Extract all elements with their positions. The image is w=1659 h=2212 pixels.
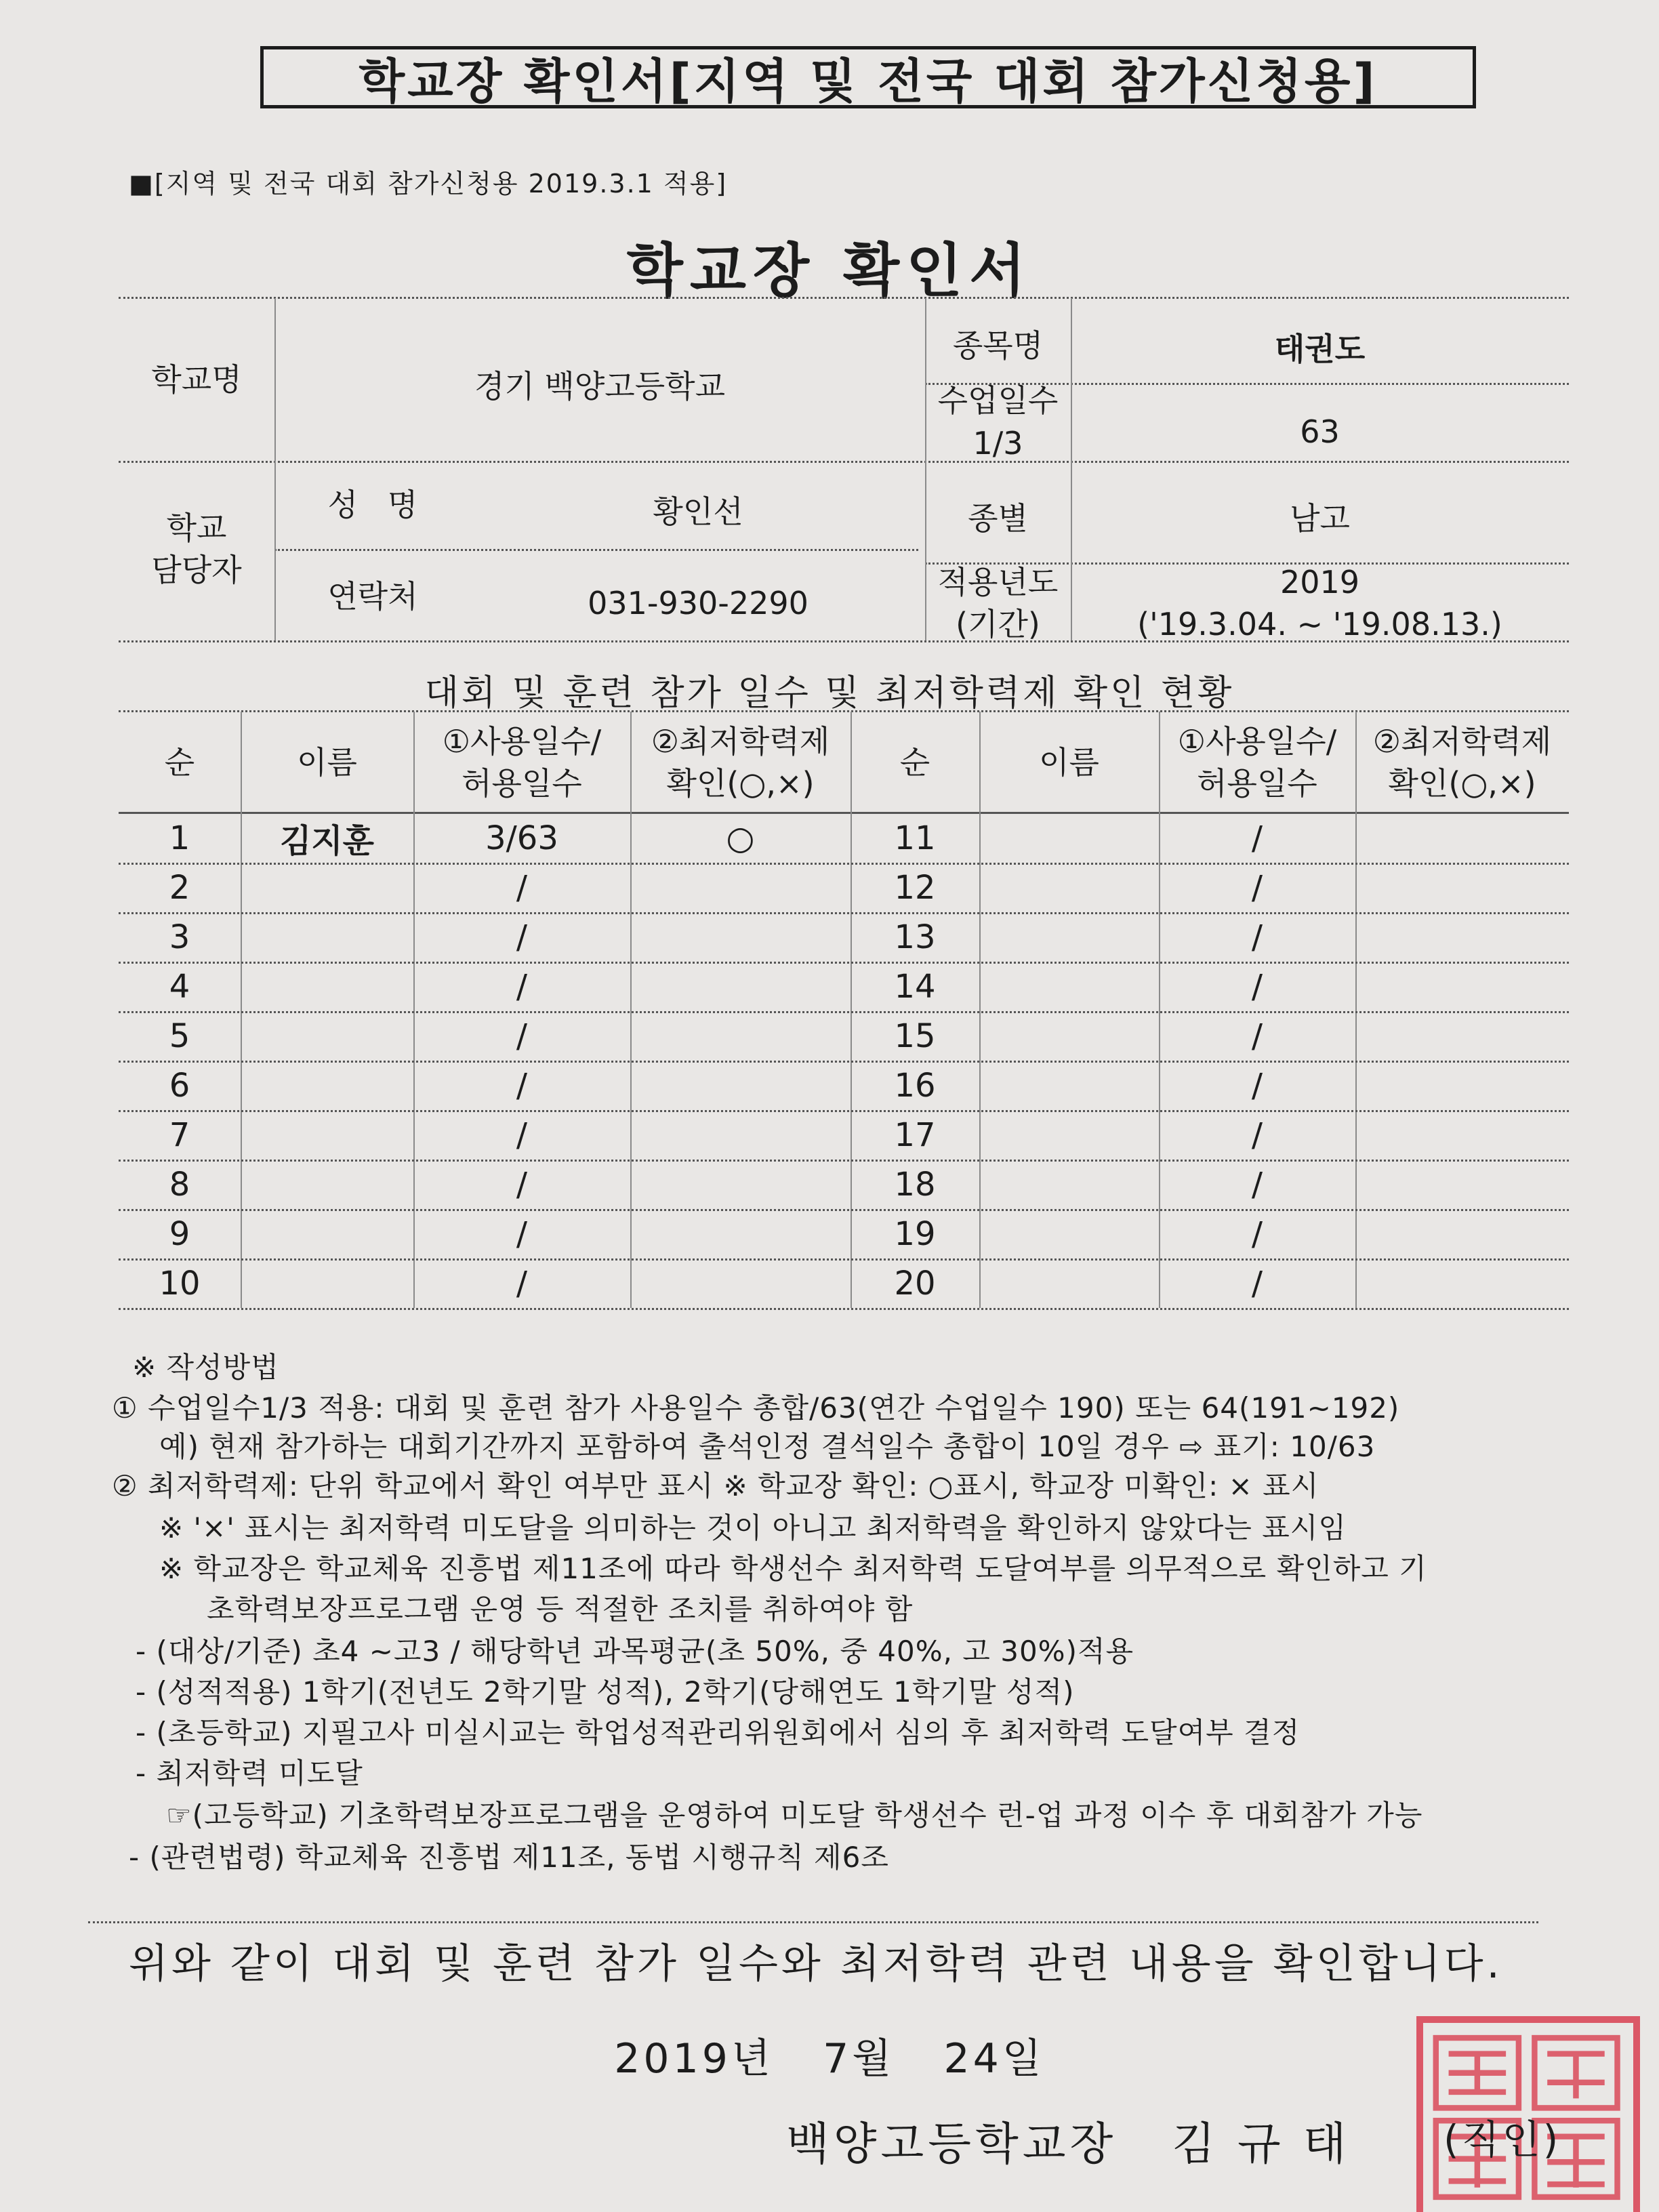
row-left-no: 4 (169, 967, 190, 1006)
header-check-left (630, 712, 851, 813)
instruction-line: - 최저학력 미도달 (136, 1757, 363, 1790)
row-left-name (241, 962, 413, 1011)
row-right-name (979, 1110, 1159, 1160)
row-right-name (979, 1061, 1159, 1110)
row-left-days: / (516, 1066, 528, 1105)
row-right-check (1355, 1110, 1569, 1160)
instruction-line: ※ 학교장은 학교체육 진흥법 제11조에 따라 학생선수 최저학력 도달여부를 의무적으로 확인하고 기 (159, 1552, 1427, 1585)
row-left-check (630, 1061, 851, 1110)
row-left-name (241, 1209, 413, 1258)
header-days-right (1159, 712, 1355, 813)
header-days-left (413, 712, 630, 813)
row-right-days: / (1251, 1264, 1263, 1303)
participation-table-title: 대회 및 훈련 참가 일수 및 최저학력제 확인 현황 (424, 673, 1235, 714)
row-right-no: 15 (894, 1017, 936, 1055)
instruction-line: ※ 작성방법 (132, 1351, 279, 1384)
header-check-right (1355, 712, 1569, 813)
instruction-line: - (대상/기준) 초4 ~고3 / 해당학년 과목평균(초 50%, 중 40%, 고 30%)적용 (136, 1635, 1134, 1668)
header-days-line2: 허용일수 (462, 765, 582, 802)
header-title: 학교장 확인서[지역 및 전국 대회 참가신청용] (359, 53, 1378, 109)
sport-label: 종목명 (952, 327, 1044, 364)
row-right-no: 14 (894, 967, 936, 1006)
row-right-days: / (1251, 1017, 1263, 1055)
header-name-left: 이름 (297, 743, 357, 781)
row-right-no: 12 (894, 868, 936, 907)
row-left-name (241, 912, 413, 962)
info-table-line (274, 549, 918, 551)
row-left-days: / (516, 1115, 528, 1154)
row-right-name (979, 1160, 1159, 1209)
row-left-check: ○ (726, 819, 755, 857)
school-days-label-line2: 1/3 (972, 424, 1023, 462)
header-check-line1: ②최저학력제 (651, 722, 830, 760)
row-left-name (241, 1258, 413, 1308)
participation-table-bottom-border (119, 1308, 1569, 1310)
school-name-value: 경기 백양고등학교 (474, 367, 726, 405)
instruction-line: 초학력보장프로그램 운영 등 적절한 조치를 취하여야 함 (207, 1593, 914, 1626)
category-value: 남고 (1290, 499, 1350, 537)
row-left-no: 6 (169, 1066, 190, 1105)
row-left-days: / (516, 1214, 528, 1253)
header-days-line1: ①사용일수/ (442, 722, 602, 760)
row-left-days: / (516, 1264, 528, 1303)
row-right-name (979, 1011, 1159, 1061)
row-left-name (241, 1160, 413, 1209)
row-left-name (241, 1110, 413, 1160)
apply-year-label-line1: 적용년도 (937, 563, 1059, 600)
row-left-days: / (516, 918, 528, 956)
apply-year-label (925, 562, 1071, 644)
instruction-line: ※ '×' 표시는 최저학력 미도달을 의미하는 것이 아니고 최저학력을 확인하지 않았다는 표시임 (159, 1511, 1347, 1544)
school-days-value: 63 (1300, 413, 1340, 451)
document-title: 학교장 확인서 (626, 237, 1033, 305)
category-label: 종별 (968, 499, 1028, 537)
header-no-left: 순 (164, 743, 195, 781)
row-right-name (979, 962, 1159, 1011)
principal-signature: 백양고등학교장 김 규 태 (786, 2118, 1351, 2170)
manager-label-line1: 학교 (166, 509, 227, 546)
row-right-name (979, 1209, 1159, 1258)
instruction-line: - (관련법령) 학교체육 진흥법 제11조, 동법 시행규칙 제6조 (129, 1841, 889, 1874)
row-left-no: 2 (169, 868, 190, 907)
confirmation-statement: 위와 같이 대회 및 훈련 참가 일수와 최저학력 관련 내용을 확인합니다. (129, 1940, 1503, 1988)
row-left-check (630, 1258, 851, 1308)
row-left-check (630, 912, 851, 962)
row-left-name: 김지훈 (279, 822, 375, 860)
row-right-check (1355, 962, 1569, 1011)
row-left-days: / (516, 967, 528, 1006)
school-days-label (925, 383, 1071, 461)
row-left-name (241, 1011, 413, 1061)
header-title-box (260, 46, 1476, 108)
row-right-name (979, 1258, 1159, 1308)
row-left-no: 3 (169, 918, 190, 956)
row-right-check (1355, 912, 1569, 962)
row-right-no: 11 (894, 819, 936, 857)
row-right-check (1355, 1258, 1569, 1308)
form-subtitle: ■[지역 및 전국 대회 참가신청용 2019.3.1 적용] (129, 169, 728, 199)
row-right-check (1355, 1011, 1569, 1061)
notes-separator (88, 1921, 1538, 1923)
row-right-check (1355, 813, 1569, 863)
row-right-no: 13 (894, 918, 936, 956)
contact-label: 연락처 (327, 577, 418, 615)
header-days-line1: ①사용일수/ (1177, 722, 1337, 760)
manager-label-line2: 담당자 (151, 552, 242, 588)
header-days-line2: 허용일수 (1197, 765, 1317, 802)
row-left-days: / (516, 1165, 528, 1204)
manager-name-value: 황인선 (653, 493, 743, 530)
row-left-check (630, 1209, 851, 1258)
row-right-no: 16 (894, 1066, 936, 1105)
manager-name-label: 성 명 (327, 486, 418, 523)
row-right-check (1355, 863, 1569, 912)
instruction-line: ① 수업일수1/3 적용: 대회 및 훈련 참가 사용일수 총합/63(연간 수업일수 190) 또는 64(191~192) (112, 1391, 1400, 1425)
row-right-days: / (1251, 1214, 1263, 1253)
row-right-name (979, 912, 1159, 962)
row-left-check (630, 962, 851, 1011)
header-check-line2: 확인(○,×) (666, 765, 815, 802)
header-name-right: 이름 (1039, 743, 1099, 781)
row-right-days: / (1251, 967, 1263, 1006)
row-left-no: 5 (169, 1017, 190, 1055)
row-left-days: 3/63 (485, 819, 558, 857)
row-left-no: 10 (159, 1264, 201, 1303)
row-left-check (630, 1011, 851, 1061)
row-left-check (630, 1160, 851, 1209)
issue-date: 2019년 7월 24일 (614, 2035, 1045, 2083)
apply-year-label-line2: (기간) (956, 606, 1040, 642)
row-left-no: 8 (169, 1165, 190, 1204)
row-right-no: 19 (894, 1214, 936, 1253)
row-right-name (979, 863, 1159, 912)
row-right-check (1355, 1209, 1569, 1258)
row-left-name (241, 863, 413, 912)
instruction-line: - (성적적용) 1학기(전년도 2학기말 성적), 2학기(당해연도 1학기말 성적) (136, 1675, 1075, 1708)
row-right-name (979, 813, 1159, 863)
row-left-no: 7 (169, 1115, 190, 1154)
school-days-label-line1: 수업일수 (937, 382, 1059, 419)
row-right-check (1355, 1160, 1569, 1209)
row-right-days: / (1251, 1066, 1263, 1105)
row-left-days: / (516, 868, 528, 907)
row-right-days: / (1251, 1115, 1263, 1154)
row-right-days: / (1251, 1165, 1263, 1204)
contact-value: 031-930-2290 (588, 584, 808, 621)
instruction-line: ② 최저학력제: 단위 학교에서 확인 여부만 표시 ※ 학교장 확인: ○표시, 학교장 미확인: × 표시 (112, 1469, 1319, 1502)
row-right-days: / (1251, 819, 1263, 857)
row-left-no: 1 (169, 819, 190, 857)
row-right-no: 20 (894, 1264, 936, 1303)
row-left-check (630, 863, 851, 912)
row-right-days: / (1251, 868, 1263, 907)
apply-year: 2019 (1279, 563, 1360, 600)
row-right-days: / (1251, 918, 1263, 956)
sport-value: 태권도 (1274, 330, 1366, 367)
row-right-no: 18 (894, 1165, 936, 1204)
header-check-line2: 확인(○,×) (1388, 765, 1536, 802)
instruction-line: - (초등학교) 지필고사 미실시교는 학업성적관리위원회에서 심의 후 최저학력 도달여부 결정 (136, 1716, 1300, 1749)
instruction-line: ☞(고등학교) 기초학력보장프로그램을 운영하여 미도달 학생선수 런-업 과정 이수 후 대회참가 가능 (166, 1799, 1423, 1832)
row-left-days: / (516, 1017, 528, 1055)
row-right-no: 17 (894, 1115, 936, 1154)
row-right-check (1355, 1061, 1569, 1110)
seal-label: (직인) (1443, 2116, 1561, 2163)
manager-label (119, 474, 274, 623)
apply-period: ('19.3.04. ~ '19.08.13.) (1137, 606, 1502, 642)
header-no-right: 순 (899, 743, 930, 781)
row-left-no: 9 (169, 1214, 190, 1253)
apply-year-value (1071, 562, 1569, 644)
header-check-line1: ②최저학력제 (1372, 722, 1552, 760)
row-left-check (630, 1110, 851, 1160)
row-left-name (241, 1061, 413, 1110)
instruction-line: 예) 현재 참가하는 대회기간까지 포함하여 출석인정 결석일수 총합이 10일 경우 ⇨ 표기: 10/63 (159, 1430, 1376, 1463)
school-name-label: 학교명 (151, 361, 242, 398)
